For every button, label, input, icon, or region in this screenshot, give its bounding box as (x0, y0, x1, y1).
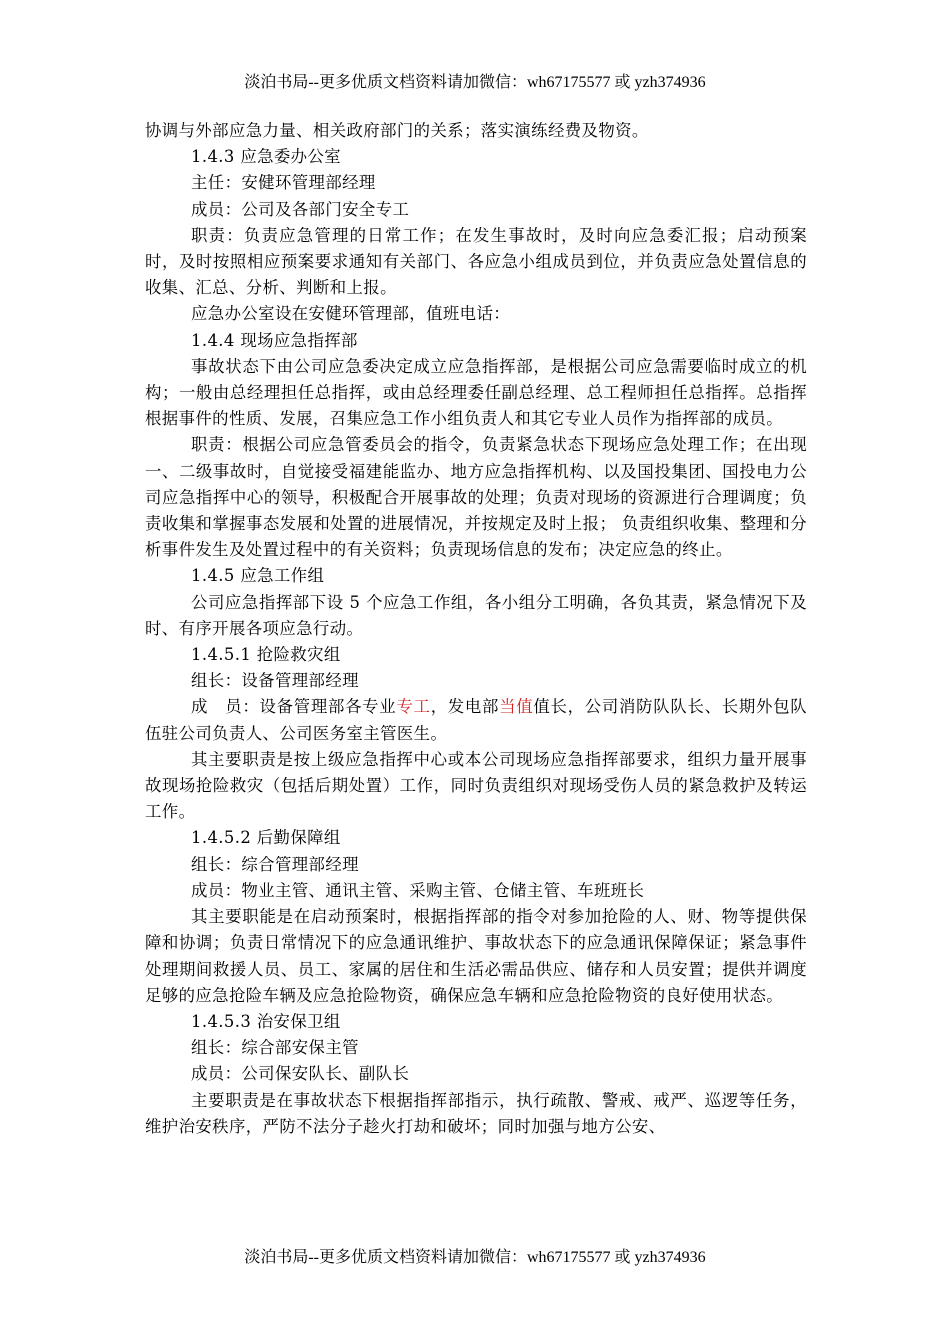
members-mid: ，发电部 (430, 697, 500, 717)
page-header: 淡泊书局--更多优质文档资料请加微信：wh67175577 或 yzh374936 (244, 74, 706, 91)
paragraph: 公司应急指挥部下设 5 个应急工作组，各小组分工明确，各负其责，紧急情况下及时、有序开展各项应急行动。 (145, 592, 807, 638)
paragraph: 事故状态下由公司应急委决定成立应急指挥部，是根据公司应急需要临时成立的机构；一般由总经理担任总指挥，或由总经理委任副总经理、总工程师担任总指挥。总指挥根据事件的性质、发展，召集应急工作小组负责人和其它专业人员作为指挥部的成员。 (145, 356, 807, 429)
paragraph: 组长：综合管理部经理 (191, 854, 359, 874)
section-heading-1-4-5: 1.4.5 应急工作组 (191, 566, 325, 586)
section-heading-1-4-5-3: 1.4.5.3 治安保卫组 (191, 1011, 341, 1031)
paragraph: 协调与外部应急力量、相关政府部门的关系；落实演练经费及物资。 (145, 121, 649, 140)
paragraph: 职责：负责应急管理的日常工作；在发生事故时，及时向应急委汇报；启动预案时，及时按照相应预案要求通知有关部门、各应急小组成员到位，并负责应急处置信息的收集、汇总、分析、判断和上报。 (145, 225, 807, 298)
paragraph: 组长：综合部安保主管 (191, 1038, 359, 1058)
section-heading-1-4-5-1: 1.4.5.1 抢险救灾组 (191, 645, 341, 665)
section-heading-1-4-5-2: 1.4.5.2 后勤保障组 (191, 828, 341, 848)
paragraph: 其主要职责是按上级应急指挥中心或本公司现场应急指挥部要求，组织力量开展事故现场抢险救灾（包括后期处置）工作，同时负责组织对现场受伤人员的紧急救护及转运工作。 (145, 749, 807, 822)
paragraph: 成员：公司及各部门安全专工 (191, 199, 410, 219)
members-paragraph (145, 694, 807, 746)
section-heading-1-4-4: 1.4.4 现场应急指挥部 (191, 330, 358, 350)
paragraph: 应急办公室设在安健环管理部，值班电话： (191, 304, 511, 324)
highlighted-text: 专工 (396, 697, 431, 717)
paragraph: 组长：设备管理部经理 (191, 671, 359, 691)
highlighted-text: 当值 (499, 697, 534, 717)
members-prefix: 成 员：设备管理部各专业 (191, 697, 397, 717)
section-heading-1-4-3: 1.4.3 应急委办公室 (191, 147, 342, 167)
paragraph: 成员：公司保安队长、副队长 (191, 1064, 410, 1084)
members-suffix: 值长，公司消防队队长、长期外包队伍驻公司负责人、公司医务室主管医生。 (145, 697, 807, 743)
paragraph: 职责：根据公司应急管委员会的指令，负责紧急状态下现场应急处理工作；在出现一、二级事故时，自觉接受福建能监办、地方应急指挥机构、以及国投集团、国投电力公司应急指挥中心的领导，积极配合开展事故的处理；负责对现场的资源进行合理调度；负责收集和掌握事态发展和处置的进展情况，并按规定及时上报； 负责组织收集、整理和分析事件发生及处置过程中的有关资料；负责现场信息的发布；决定应急的终止。 (145, 435, 807, 560)
document-body (145, 118, 807, 1140)
paragraph: 主要职责是在事故状态下根据指挥部指示，执行疏散、警戒、戒严、巡逻等任务，维护治安秩序，严防不法分子趁火打劫和破坏；同时加强与地方公安、 (145, 1090, 807, 1136)
paragraph: 主任：安健环管理部经理 (191, 173, 376, 193)
page-footer: 淡泊书局--更多优质文档资料请加微信：wh67175577 或 yzh374936 (244, 1249, 706, 1266)
paragraph: 成员：物业主管、通讯主管、采购主管、仓储主管、车班班长 (191, 880, 645, 900)
paragraph: 其主要职能是在启动预案时，根据指挥部的指令对参加抢险的人、财、物等提供保障和协调；负责日常情况下的应急通讯维护、事故状态下的应急通讯保障保证；紧急事件处理期间救援人员、员工、家属的居住和生活必需品供应、储存和人员安置；提供并调度足够的应急抢险车辆及应急抢险物资，确保应急车辆和应急抢险物资的良好使用状态。 (145, 907, 807, 1005)
